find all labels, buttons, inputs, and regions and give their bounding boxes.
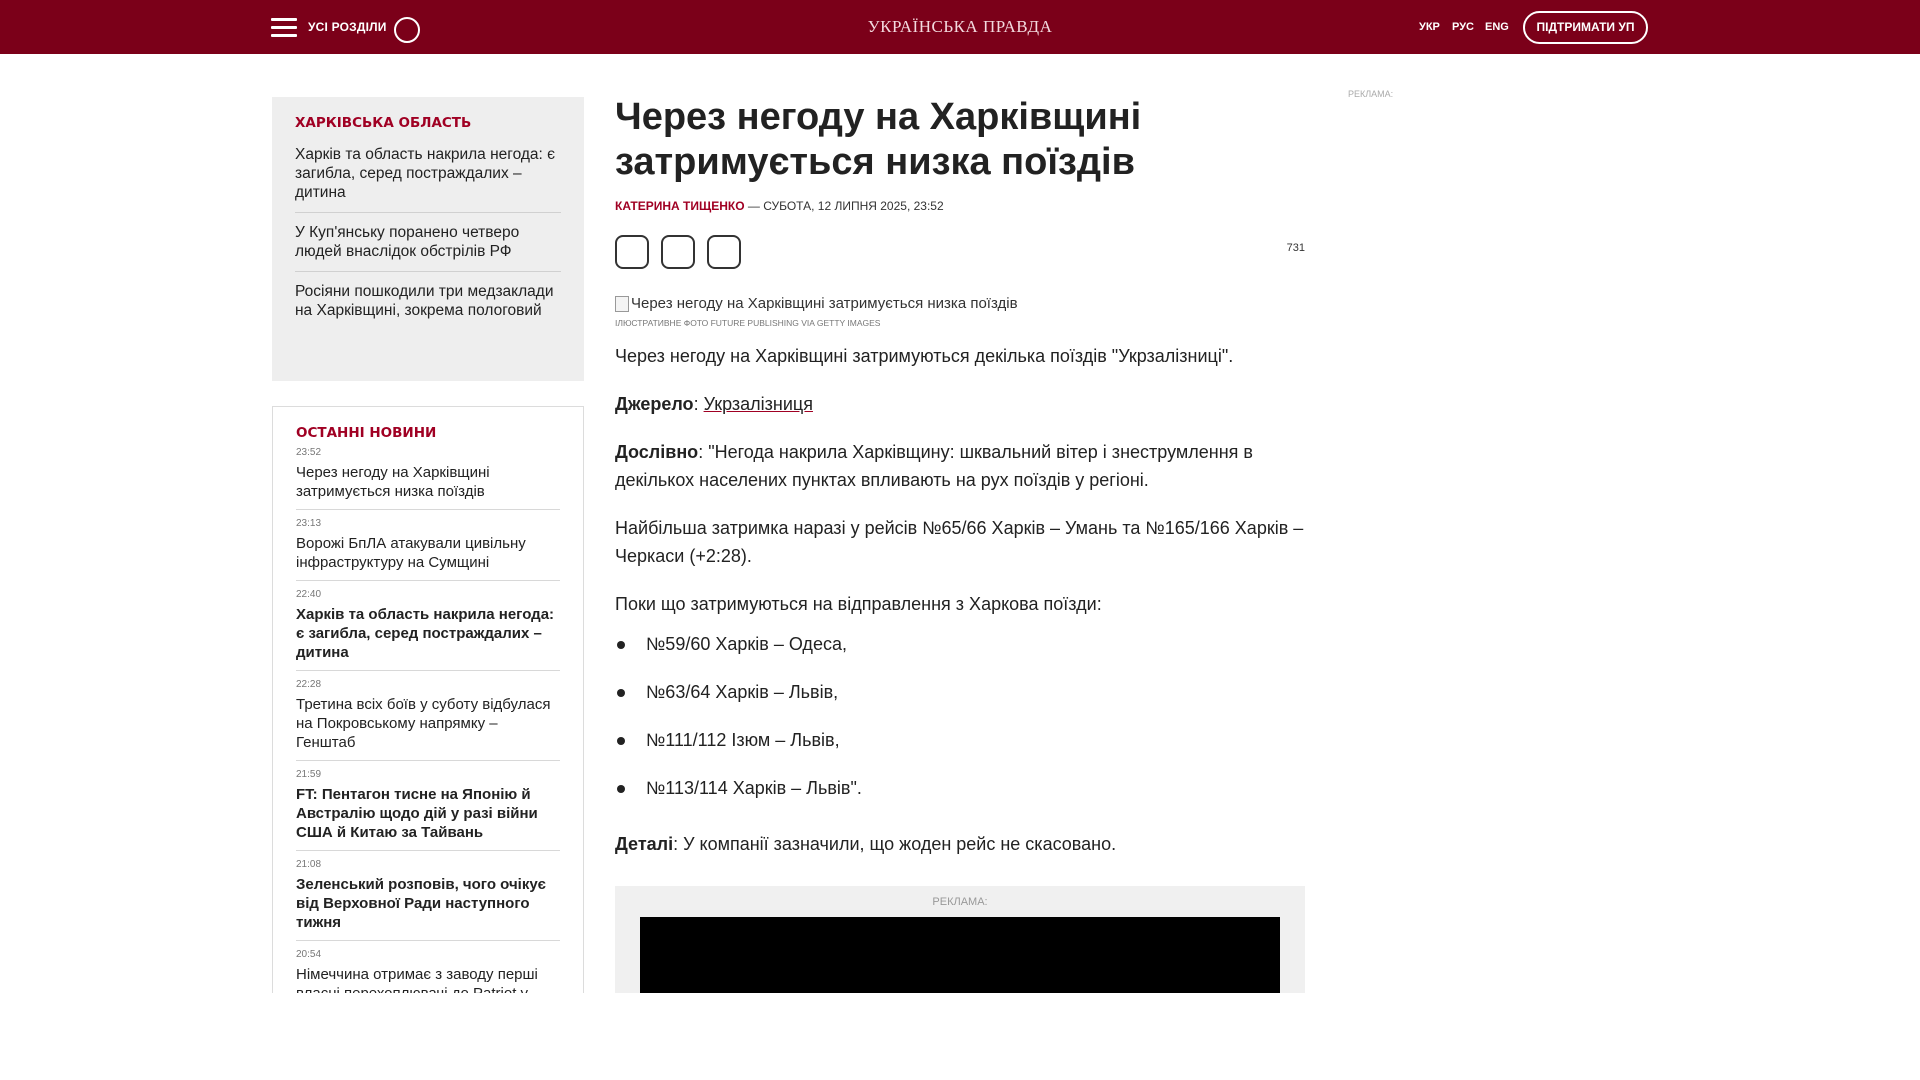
all-sections-link[interactable]: УСІ РОЗДІЛИ: [308, 20, 387, 34]
region-title[interactable]: ХАРКІВСЬКА ОБЛАСТЬ: [295, 115, 472, 131]
region-news-item[interactable]: У Куп'янську поранено четверо людей внаслідок обстрілів РФ: [295, 223, 561, 272]
news-time: 22:28: [296, 679, 322, 690]
details-text: : У компанії зазначили, що жоден рейс не скасовано.: [673, 834, 1117, 854]
quote-paragraph: [615, 438, 1305, 494]
news-time: 23:13: [296, 518, 322, 529]
byline-separator: —: [744, 199, 764, 213]
lang-rus-link[interactable]: РУС: [1452, 21, 1474, 33]
article-image: [615, 295, 1305, 312]
source-paragraph: Джерело: Укрзалізниця: [615, 394, 813, 414]
news-list-item[interactable]: [296, 769, 560, 851]
quote-text: : "Негода накрила Харківщину: шквальний вітер і знеструмлення в декількох населених пунктах впливають на рух поїздів у регіоні.: [615, 442, 1253, 490]
train-list-item: №111/112 Ізюм – Львів,: [615, 726, 1305, 754]
hamburger-menu-icon[interactable]: [271, 18, 297, 38]
news-list-item[interactable]: [296, 589, 560, 671]
news-title[interactable]: Зеленський розповів, чого очікує від Верховної Ради наступного тижня: [296, 876, 546, 931]
latest-news-box: [272, 406, 584, 1000]
broken-image-icon: [615, 296, 629, 312]
train-list: [615, 630, 1305, 802]
article-byline: [615, 199, 1305, 213]
quote-label: Дослівно: [615, 442, 699, 462]
news-title[interactable]: FT: Пентагон тисне на Японію й Австралію щодо дій у разі війни США й Китаю за Тайвань: [296, 786, 538, 841]
details-label: Деталі: [615, 834, 674, 854]
site-logo[interactable]: УКРАЇНСЬКА ПРАВДА: [867, 17, 1053, 36]
news-time: 22:40: [296, 589, 322, 600]
top-navbar: [0, 0, 1920, 54]
news-title[interactable]: Ворожі БпЛА атакували цивільну інфраструктуру на Сумщині: [296, 535, 526, 571]
region-news-box: [272, 97, 584, 381]
image-caption: ІЛЮСТРАТИВНЕ ФОТО FUTURE PUBLISHING VIA GETTY IMAGES: [615, 318, 881, 328]
article-headline: Через негоду на Харківщині затримується низка поїздів: [615, 96, 1142, 183]
latest-news-title[interactable]: ОСТАННІ НОВИНИ: [296, 425, 437, 441]
train-list-item: №59/60 Харків – Одеса,: [615, 630, 1305, 658]
page-bottom-area: [0, 993, 1920, 1080]
lang-ukr-link[interactable]: УКР: [1419, 21, 1440, 33]
article-date: СУБОТА, 12 ЛИПНЯ 2025, 23:52: [763, 199, 944, 213]
news-time: 23:52: [296, 447, 322, 458]
news-list-item[interactable]: [296, 518, 560, 581]
news-title[interactable]: Харків та область накрила негода: є загибла, серед постраждалих – дитина: [296, 606, 555, 661]
search-icon[interactable]: [394, 17, 420, 43]
share-twitter-icon[interactable]: [661, 235, 695, 269]
inline-ad-box: [615, 886, 1305, 996]
news-time: 21:08: [296, 859, 322, 870]
side-ad-label: РЕКЛАМА:: [1348, 89, 1394, 99]
news-list-item[interactable]: [296, 859, 560, 941]
news-time: 20:54: [296, 949, 322, 960]
news-title[interactable]: Третина всіх боїв у суботу відбулася на Покровському напрямку – Генштаб: [296, 696, 551, 751]
article: [615, 95, 1305, 858]
train-list-item: №113/114 Харків – Львів".: [615, 774, 1305, 802]
news-list-item[interactable]: [296, 447, 560, 510]
ad-label: РЕКЛАМА:: [932, 896, 988, 908]
share-facebook-icon[interactable]: [615, 235, 649, 269]
image-alt-text: Через негоду на Харківщині затримується низка поїздів: [631, 295, 1018, 312]
train-list-item: №63/64 Харків – Львів,: [615, 678, 1305, 706]
share-telegram-icon[interactable]: [707, 235, 741, 269]
news-time: 21:59: [296, 769, 322, 780]
region-news-item[interactable]: Харків та область накрила негода: є загибла, серед постраждалих – дитина: [295, 145, 561, 213]
details-paragraph: [615, 830, 1305, 858]
author-link[interactable]: КАТЕРИНА ТИЩЕНКО: [615, 199, 745, 213]
source-link[interactable]: Укрзалізниця: [703, 394, 813, 414]
region-news-item[interactable]: Росіяни пошкодили три медзаклади на Харківщині, зокрема пологовий: [295, 283, 554, 319]
support-button[interactable]: ПІДТРИМАТИ УП: [1523, 11, 1648, 44]
news-list-item[interactable]: [296, 679, 560, 761]
views-count: 731: [1286, 242, 1305, 254]
news-title[interactable]: Німеччина отримає з заводу перші: [296, 966, 538, 983]
source-label: Джерело: [615, 394, 694, 414]
article-paragraph: Найбільша затримка наразі у рейсів №65/66 Харків – Умань та №165/166 Харків – Черкаси (+2:28).: [615, 518, 1304, 566]
ad-video-player[interactable]: [640, 917, 1280, 996]
article-paragraph: Через негоду на Харківщині затримуються декілька поїздів "Укрзалізниці".: [615, 346, 1234, 366]
share-row: [615, 235, 1305, 275]
news-title[interactable]: Через негоду на Харківщині затримується низка поїздів: [296, 464, 490, 500]
article-paragraph: Поки що затримуються на відправлення з Харкова поїзди:: [615, 594, 1102, 614]
lang-eng-link[interactable]: ENG: [1485, 21, 1509, 33]
